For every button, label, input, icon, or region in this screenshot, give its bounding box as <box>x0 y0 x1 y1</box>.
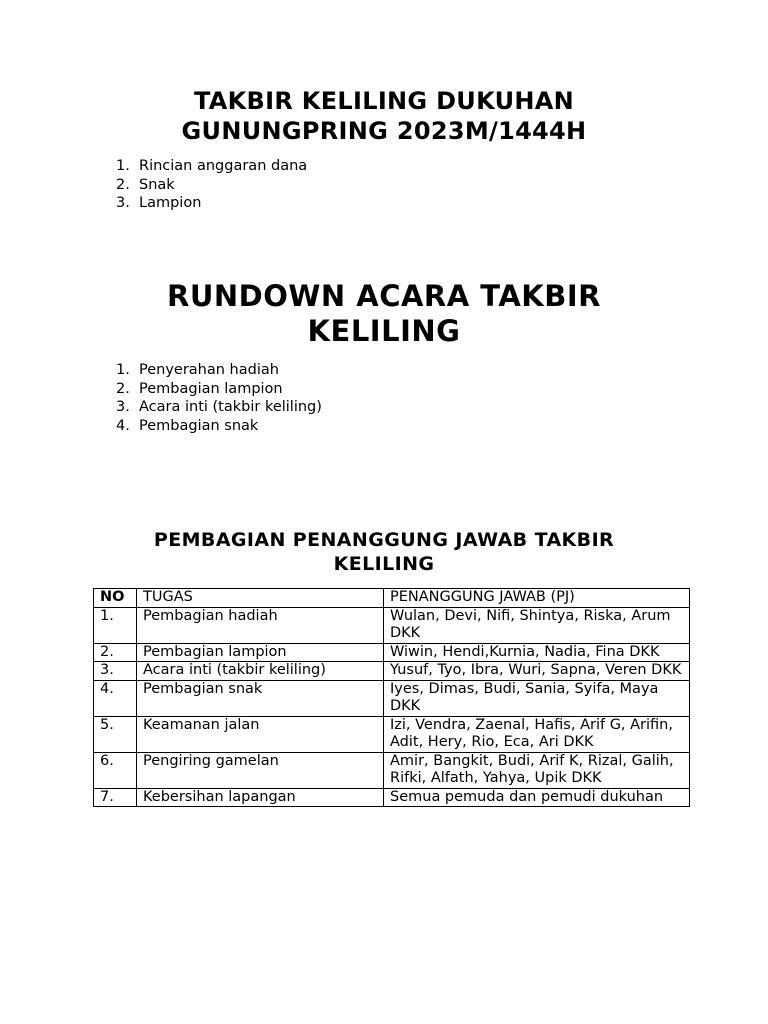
responsibility-title-line-2: KELILING <box>333 553 435 575</box>
list-item-number: 1. <box>116 362 130 378</box>
rundown-title <box>0 279 768 349</box>
rundown-title-line-1: RUNDOWN ACARA TAKBIR <box>167 279 601 313</box>
header-no: NO <box>94 589 137 608</box>
cell-pj: Wulan, Devi, Nifi, Shintya, Riska, Arum DKK <box>384 607 690 643</box>
list-item-number: 2. <box>116 176 130 193</box>
cell-pj: Wiwin, Hendi,Kurnia, Nadia, Fina DKK <box>384 643 690 662</box>
cell-no: 7. <box>94 788 137 807</box>
cell-tugas: Keamanan jalan <box>137 716 384 752</box>
list-item <box>116 398 322 417</box>
cell-pj: Semua pemuda dan pemudi dukuhan <box>384 788 690 807</box>
table-row <box>94 662 690 681</box>
table-row <box>94 716 690 752</box>
cell-tugas: Pengiring gamelan <box>137 752 384 788</box>
list-item-text: Snak <box>139 176 175 193</box>
cell-tugas: Pembagian hadiah <box>137 607 384 643</box>
cell-no: 6. <box>94 752 137 788</box>
cell-tugas: Kebersihan lapangan <box>137 788 384 807</box>
list-item-text: Penyerahan hadiah <box>139 362 279 378</box>
cell-no: 3. <box>94 662 137 681</box>
budget-list <box>116 157 307 213</box>
cell-no: 5. <box>94 716 137 752</box>
list-item-text: Pembagian snak <box>139 417 259 434</box>
cell-pj: Amir, Bangkit, Budi, Arif K, Rizal, Galih, Rifki, Alfath, Yahya, Upik DKK <box>384 752 690 788</box>
list-item <box>116 176 307 195</box>
list-item-text: Acara inti (takbir keliling) <box>139 399 322 415</box>
main-title-line-2: GUNUNGPRING 2023M/1444H <box>181 117 587 145</box>
cell-pj: Iyes, Dimas, Budi, Sania, Syifa, Maya DKK <box>384 680 690 716</box>
cell-pj: Yusuf, Tyo, Ibra, Wuri, Sapna, Veren DKK <box>384 662 690 681</box>
main-title <box>0 86 768 146</box>
list-item-text: Rincian anggaran dana <box>139 158 308 174</box>
header-tugas: TUGAS <box>137 589 384 608</box>
table-row <box>94 680 690 716</box>
list-item-text: Pembagian lampion <box>139 380 283 397</box>
list-item-number: 1. <box>116 158 130 174</box>
rundown-list <box>116 361 322 435</box>
cell-tugas: Pembagian snak <box>137 680 384 716</box>
table-row <box>94 607 690 643</box>
responsibility-table <box>93 588 690 807</box>
list-item-number: 2. <box>116 380 130 397</box>
list-item <box>116 157 307 176</box>
responsibility-title-line-1: PEMBAGIAN PENANGGUNG JAWAB TAKBIR <box>153 529 615 551</box>
list-item <box>116 194 307 213</box>
list-item-number: 3. <box>116 195 130 211</box>
header-pj: PENANGGUNG JAWAB (PJ) <box>384 589 690 608</box>
cell-no: 4. <box>94 680 137 716</box>
table-row <box>94 788 690 807</box>
table-header-row <box>94 589 690 608</box>
cell-pj: Izi, Vendra, Zaenal, Hafis, Arif G, Arifin, Adit, Hery, Rio, Eca, Ari DKK <box>384 716 690 752</box>
list-item-number: 4. <box>116 417 130 434</box>
list-item-number: 3. <box>116 399 130 415</box>
cell-tugas: Pembagian lampion <box>137 643 384 662</box>
table-row <box>94 752 690 788</box>
cell-no: 2. <box>94 643 137 662</box>
main-title-line-1: TAKBIR KELILING DUKUHAN <box>193 87 575 115</box>
cell-no: 1. <box>94 607 137 643</box>
list-item-text: Lampion <box>139 195 202 211</box>
list-item <box>116 380 322 399</box>
list-item <box>116 361 322 380</box>
table-row <box>94 643 690 662</box>
rundown-title-line-2: KELILING <box>307 314 461 348</box>
responsibility-title <box>0 528 768 576</box>
list-item <box>116 417 322 436</box>
cell-tugas: Acara inti (takbir keliling) <box>137 662 384 681</box>
